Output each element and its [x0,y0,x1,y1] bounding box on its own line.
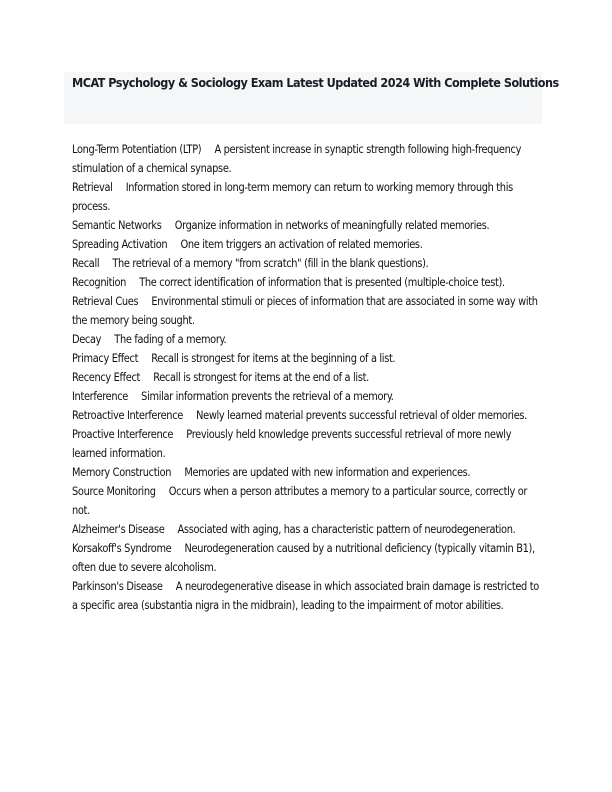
entry-term: Decay [72,332,102,346]
entry-definition: Newly learned material prevents successful retrieval of older memories. [196,408,527,422]
glossary-entry [72,406,542,425]
entry-term: Semantic Networks [72,218,162,232]
entry-definition: Memories are updated with new information and experiences. [184,465,471,479]
glossary-entry [72,387,542,406]
entry-term: Source Monitoring [72,484,156,498]
entry-definition: A neurodegenerative disease in which associated brain damage is restricted to a specific area (substantia nigra in the midbrain), leading to the impairment of motor abilities. [72,579,539,612]
entry-term: Proactive Interference [72,427,174,441]
entry-definition: A persistent increase in synaptic strength following high-frequency stimulation of a chemical synapse. [72,142,522,175]
entry-term: Retroactive Interference [72,408,183,422]
entry-term: Parkinson's Disease [72,579,163,593]
glossary-entry [72,292,542,330]
glossary-entry [72,425,542,463]
entry-term: Primacy Effect [72,351,139,365]
glossary-entry [72,482,542,520]
entry-definition: Information stored in long-term memory can return to working memory through this process. [72,180,513,213]
entry-definition: The retrieval of a memory "from scratch" (fill in the blank questions). [112,256,429,270]
glossary-entry [72,140,542,178]
glossary-entry [72,254,542,273]
entry-definition: Environmental stimuli or pieces of information that are associated in some way with the memory being sought. [72,294,538,327]
entry-term: Retrieval Cues [72,294,139,308]
entry-definition: Similar information prevents the retrieval of a memory. [141,389,394,403]
entry-term: Alzheimer's Disease [72,522,165,536]
glossary-entry [72,349,542,368]
entry-term: Recognition [72,275,127,289]
glossary-entry [72,330,542,349]
entry-term: Korsakoff's Syndrome [72,541,172,555]
entry-term: Recency Effect [72,370,141,384]
entry-definition: Previously held knowledge prevents successful retrieval of more newly learned information. [72,427,512,460]
glossary-entry [72,539,542,577]
glossary-entry [72,463,542,482]
entry-definition: The fading of a memory. [114,332,227,346]
entry-definition: Organize information in networks of meaningfully related memories. [174,218,490,232]
entry-definition: Recall is strongest for items at the beginning of a list. [151,351,396,365]
glossary-entry [72,520,542,539]
glossary-entry [72,235,542,254]
entry-definition: Recall is strongest for items at the end of a list. [153,370,369,384]
entry-term: Interference [72,389,129,403]
glossary-entry [72,178,542,216]
glossary-entry [72,577,542,615]
entry-term: Retrieval [72,180,113,194]
glossary-list [72,140,542,615]
glossary-entry [72,216,542,235]
entry-term: Spreading Activation [72,237,168,251]
entry-term: Recall [72,256,100,270]
entry-term: Long-Term Potentiation (LTP) [72,142,202,156]
entry-definition: Neurodegeneration caused by a nutritional deficiency (typically vitamin B1), often due to severe alcoholism. [72,541,535,574]
entry-definition: Associated with aging, has a characteristic pattern of neurodegeneration. [177,522,516,536]
entry-definition: Occurs when a person attributes a memory to a particular source, correctly or not. [72,484,528,517]
entry-term: Memory Construction [72,465,172,479]
glossary-entry [72,273,542,292]
entry-definition: The correct identification of information that is presented (multiple-choice test). [139,275,505,289]
glossary-entry [72,368,542,387]
entry-definition: One item triggers an activation of related memories. [180,237,423,251]
document-title: MCAT Psychology & Sociology Exam Latest Updated 2024 With Complete Solutions [72,75,559,90]
